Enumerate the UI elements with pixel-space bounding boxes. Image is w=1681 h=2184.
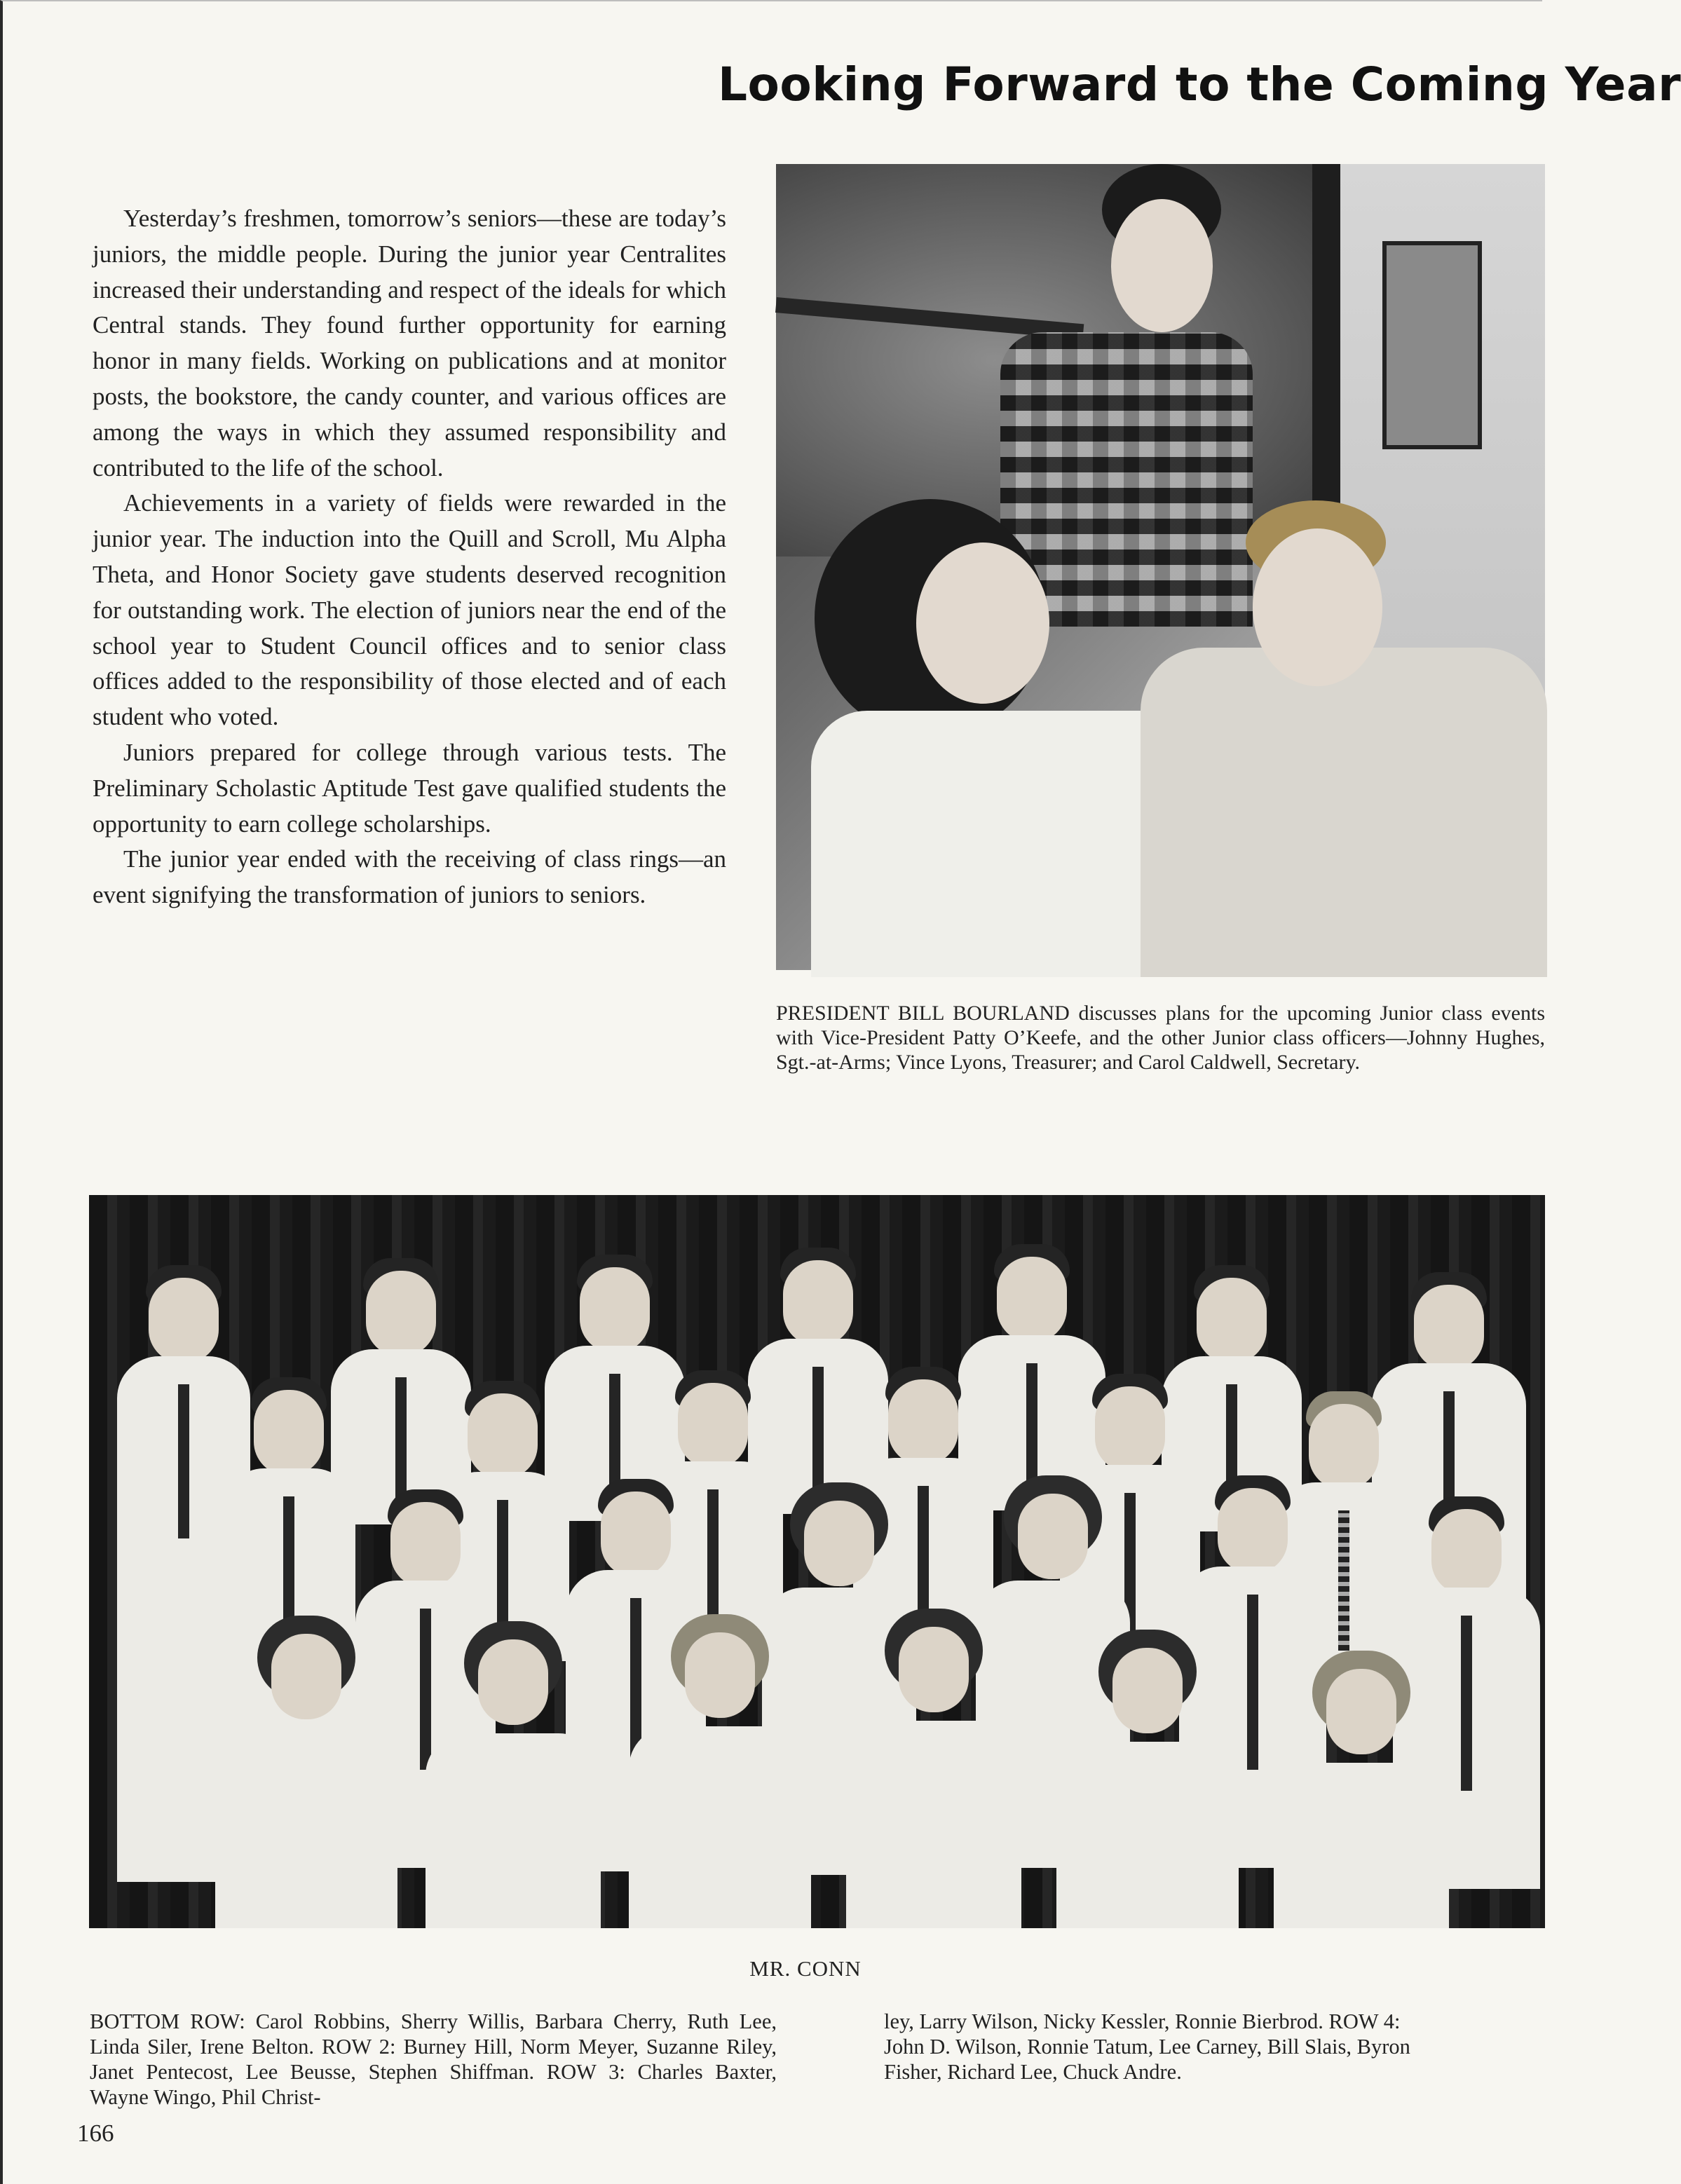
group-photo-person — [426, 1621, 601, 1928]
group-photo-sponsor: MR. CONN — [749, 1956, 862, 1981]
group-photo-person — [1274, 1651, 1449, 1928]
photo-figure-seated — [1141, 648, 1547, 977]
page-number: 166 — [77, 2120, 114, 2147]
names-line: John D. Wilson, Ronnie Tatum, Lee Carney, Bill Slais, Byron — [884, 2035, 1410, 2059]
intro-paragraph: Yesterday’s freshmen, tomorrow’s seniors—these are today’s juniors, the middle people. During the junior year Centralites increased their understanding and respect of the ideals for which Central stands. They found further opportunity for earning honor in many fields. Working on publications and at monitor posts, the bookstore, the candy counter, and various offices are among the ways in which they assumed responsibility and contributed to the life of the school. — [93, 205, 726, 482]
officers-photo — [776, 164, 1545, 970]
intro-text — [93, 201, 726, 913]
photo-figure-face — [916, 542, 1049, 704]
page-title: Looking Forward to the Coming Year — [718, 57, 1681, 111]
intro-paragraph: The junior year ended with the receiving of class rings—an event signifying the transformation of juniors to seniors. — [93, 845, 726, 909]
photo-wall-picture — [1382, 241, 1482, 449]
photo-window-post — [1312, 164, 1340, 557]
group-photo-person — [846, 1609, 1021, 1928]
officers-photo-caption: PRESIDENT BILL BOURLAND discusses plans for the upcoming Junior class events with Vice-President Patty O’Keefe, and the other Junior class officers—Johnny Hughes, Sgt.-at-Arms; Vince Lyons, Treasurer; and Carol Caldwell, Secretary. — [776, 1002, 1545, 1074]
intro-paragraph: Achievements in a variety of fields were rewarded in the junior year. The induction into the Quill and Scroll, Mu Alpha Theta, and Honor Society gave students deserved recognition for outstanding work. The election of juniors near the end of the school year to Student Council offices and to senior class offices added to the responsibility of those elected and of each student who voted. — [93, 489, 726, 731]
group-photo-names-right — [884, 2009, 1545, 2093]
photo-figure-face — [1111, 199, 1213, 332]
intro-paragraph: Juniors prepared for college through various tests. The Preliminary Scholastic Aptitude Test gave qualified students the opportunity to earn college scholarships. — [93, 738, 726, 838]
names-line: Fisher, Richard Lee, Chuck Andre. — [884, 2060, 1182, 2084]
names-line: ley, Larry Wilson, Nicky Kessler, Ronnie Bierbrod. ROW 4: — [884, 2009, 1401, 2033]
group-photo-names-left: BOTTOM ROW: Carol Robbins, Sherry Willis, Barbara Cherry, Ruth Lee, Linda Siler, Irene Belton. ROW 2: Burney Hill, Norm Meyer, Suzanne Riley, Janet Pentecost, Lee Beusse, Stephen Shiffman. ROW 3: Charles Baxter, Wayne Wingo, Phil Christ- — [90, 2009, 777, 2109]
group-photo — [89, 1195, 1545, 1928]
group-photo-person — [1056, 1630, 1239, 1928]
photo-figure-face — [1253, 528, 1382, 686]
group-photo-person — [215, 1616, 397, 1928]
group-photo-person — [629, 1614, 811, 1928]
